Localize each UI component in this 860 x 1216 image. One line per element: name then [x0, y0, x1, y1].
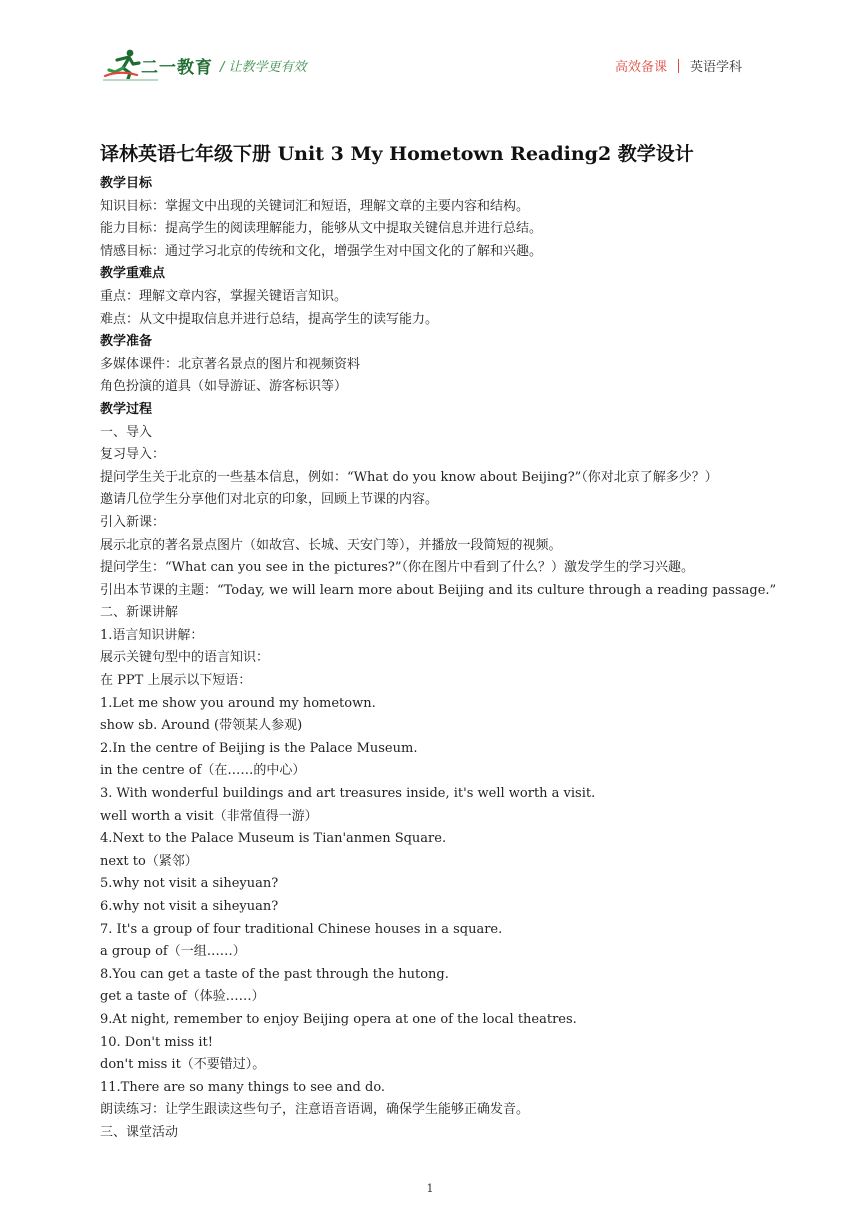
section-heading: 教学目标	[100, 176, 153, 191]
brand-slogan: / 让教学更有效	[220, 60, 307, 75]
body-line: 复习导入：	[100, 447, 166, 463]
body-line: 1.Let me show you around my hometown.	[100, 695, 376, 711]
brand-name: 二一教育	[141, 58, 213, 78]
body-line: in the centre of（在……的中心）	[100, 763, 306, 779]
header-tags	[615, 56, 742, 75]
body-line: next to（紧邻）	[100, 853, 198, 869]
body-line: 展示北京的著名景点图片（如故宫、长城、天安门等），并播放一段简短的视频。	[100, 537, 562, 553]
body-line: 2.In the centre of Beijing is the Palace Museum.	[100, 740, 418, 756]
body-line: 6.why not visit a siheyuan?	[100, 899, 279, 914]
body-line: 在 PPT 上展示以下短语：	[100, 673, 252, 689]
body-line: 4.Next to the Palace Museum is Tian'anmen Square.	[100, 831, 447, 847]
body-line: 三、课堂活动	[100, 1124, 179, 1140]
body-line: 引出本节课的主题：“Today, we will learn more about Beijing and its culture through a reading passage.”	[100, 582, 777, 598]
header-divider	[103, 79, 158, 81]
header-tag-separator	[678, 59, 679, 73]
header-tag-secondary: 英语学科	[689, 60, 742, 75]
body-line: 多媒体课件：北京著名景点的图片和视频资料	[100, 356, 361, 372]
body-line: 7. It's a group of four traditional Chinese houses in a square.	[100, 921, 503, 937]
section-heading: 教学准备	[100, 334, 153, 350]
body-line: well worth a visit（非常值得一游）	[100, 808, 318, 824]
body-line: don't miss it（不要错过）。	[100, 1057, 266, 1073]
header-tag-primary: 高效备课	[614, 60, 667, 75]
body-line: 8.You can get a taste of the past through the hutong.	[100, 966, 449, 982]
body-line: show sb. Around (带领某人参观)	[100, 718, 303, 734]
page-number: 1	[426, 1182, 434, 1195]
section-heading: 教学重难点	[100, 266, 166, 282]
body-line: 引入新课：	[100, 514, 166, 530]
body-line: 知识目标：掌握文中出现的关键词汇和短语，理解文章的主要内容和结构。	[100, 198, 530, 214]
body-line: 9.At night, remember to enjoy Beijing opera at one of the local theatres.	[100, 1011, 577, 1027]
runner-logo-icon	[103, 48, 143, 80]
body-line: 5.why not visit a siheyuan?	[100, 876, 279, 892]
body-line: 一、导入	[100, 424, 153, 440]
body-line: 二、新课讲解	[100, 605, 179, 621]
body-line: a group of（一组……）	[100, 944, 246, 960]
body-line: 能力目标：提高学生的阅读理解能力，能够从文中提取关键信息并进行总结。	[100, 221, 543, 237]
body-line: 3. With wonderful buildings and art treasures inside, it's well worth a visit.	[100, 786, 596, 802]
body-line: 提问学生关于北京的一些基本信息，例如：“What do you know about Beijing?”（你对北京了解多少？）	[100, 469, 718, 485]
body-line: 朗读练习：让学生跟读这些句子，注意语音语调，确保学生能够正确发音。	[100, 1102, 530, 1118]
document-title: 译林英语七年级下册 Unit 3 My Hometown Reading2 教学设计	[100, 143, 694, 165]
body-line: 邀请几位学生分享他们对北京的印象，回顾上节课的内容。	[100, 492, 439, 508]
body-line: get a taste of（体验……）	[100, 989, 265, 1005]
body-line: 展示关键句型中的语言知识：	[100, 650, 270, 666]
body-line: 重点：理解文章内容，掌握关键语言知识。	[100, 288, 348, 304]
body-line: 难点：从文中提取信息并进行总结，提高学生的读写能力。	[100, 311, 439, 327]
body-line: 10. Don't miss it!	[100, 1034, 213, 1050]
body-line: 提问学生：“What can you see in the pictures?”（你在图片中看到了什么？）激发学生的学习兴趣。	[100, 560, 695, 576]
body-line: 角色扮演的道具（如导游证、游客标识等）	[100, 379, 348, 395]
body-line: 1.语言知识讲解：	[100, 627, 204, 643]
document-body	[100, 173, 780, 1145]
page-header	[0, 0, 860, 100]
section-heading: 教学过程	[100, 401, 153, 417]
body-line: 11.There are so many things to see and do.	[100, 1079, 386, 1095]
body-line: 情感目标：通过学习北京的传统和文化，增强学生对中国文化的了解和兴趣。	[100, 243, 543, 259]
